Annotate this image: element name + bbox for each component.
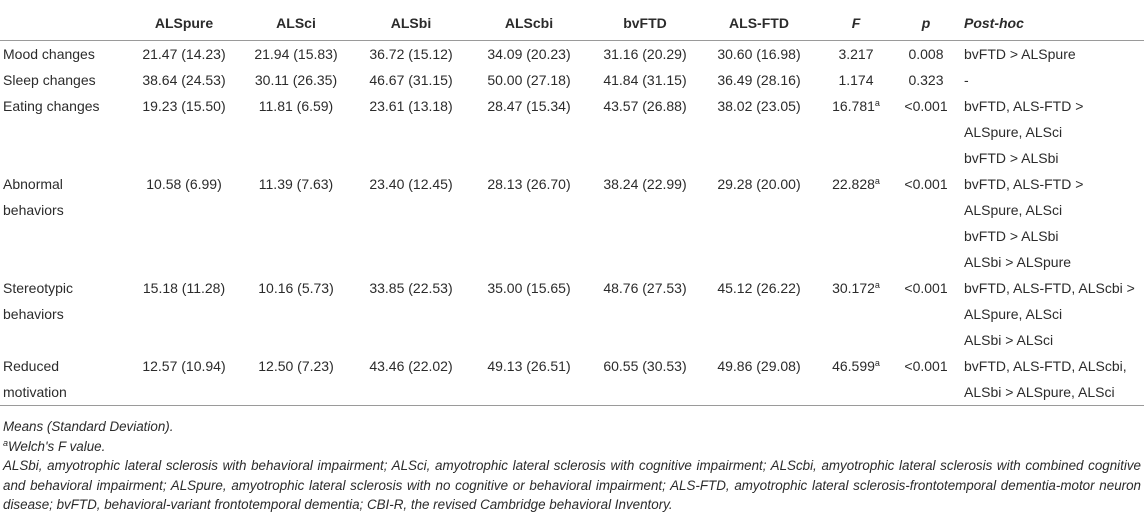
cell-alscbi: 28.13 (26.70) — [487, 176, 571, 192]
f-superscript: a — [874, 280, 880, 290]
cell-f — [816, 353, 896, 406]
cell-f — [816, 275, 896, 327]
cell-alsftd: 36.49 (28.16) — [717, 72, 801, 88]
header-posthoc: Post-hoc — [956, 6, 1144, 41]
header-alsftd: ALS-FTD — [702, 6, 816, 41]
cell-alsci: 11.39 (7.63) — [258, 176, 334, 192]
cell-alscbi: 50.00 (27.18) — [487, 72, 571, 88]
cell-alscbi: 49.13 (26.51) — [470, 353, 588, 406]
f-value: 46.599 — [832, 358, 875, 374]
cell-alspure: 38.64 (24.53) — [142, 72, 226, 88]
cell-alspure: 12.57 (10.94) — [128, 353, 240, 406]
cell-alsci: 30.11 (26.35) — [254, 72, 338, 88]
cell-posthoc — [956, 171, 1144, 223]
cell-f — [816, 171, 896, 223]
cell-f: 3.217 — [838, 46, 874, 62]
posthoc-line: ALSpure, ALSci — [964, 306, 1063, 322]
cell-alspure: 15.18 (11.28) — [142, 280, 226, 296]
posthoc-line: bvFTD, ALS-FTD > — [964, 176, 1084, 192]
f-value: 16.781 — [832, 98, 875, 114]
cell-bvftd: 48.76 (27.53) — [603, 280, 687, 296]
note-welch — [3, 437, 1141, 457]
cell-alsbi: 36.72 (15.12) — [369, 46, 453, 62]
welch-superscript: a — [3, 437, 9, 448]
table-row — [0, 275, 1144, 327]
table-row — [0, 353, 1144, 406]
cell-posthoc: bvFTD > ALSpure — [964, 46, 1076, 62]
row-label-line: Stereotypic — [3, 280, 74, 296]
cell-alsbi: 23.61 (13.18) — [369, 98, 453, 114]
row-label: Eating changes — [3, 98, 100, 114]
table-row — [0, 249, 1144, 275]
table-row — [0, 223, 1144, 249]
cell-alscbi: 35.00 (15.65) — [487, 280, 571, 296]
f-superscript: a — [874, 358, 880, 368]
header-alsbi: ALSbi — [352, 6, 470, 41]
cell-alsbi: 33.85 (22.53) — [369, 280, 453, 296]
row-label-line: behaviors — [3, 202, 64, 218]
header-row — [0, 6, 1144, 41]
table-row — [0, 93, 1144, 145]
row-label: Sleep changes — [3, 72, 96, 88]
cell-alsftd: 45.12 (26.22) — [717, 280, 801, 296]
cell-alspure: 10.58 (6.99) — [146, 176, 222, 192]
cell-alsbi: 23.40 (12.45) — [369, 176, 453, 192]
cell-alsci: 21.94 (15.83) — [254, 46, 338, 62]
header-empty — [0, 6, 128, 41]
cell-p: <0.001 — [896, 353, 956, 406]
cell-p: 0.323 — [908, 72, 944, 88]
cell-alspure: 21.47 (14.23) — [142, 46, 226, 62]
table-row — [0, 145, 1144, 171]
cell-alsci: 10.16 (5.73) — [258, 280, 334, 296]
posthoc-line: bvFTD, ALS-FTD, ALScbi > — [964, 280, 1135, 296]
header-alspure: ALSpure — [128, 6, 240, 41]
cell-posthoc: - — [964, 72, 969, 88]
welch-text: Welch's F value. — [8, 438, 106, 454]
cell-f: 1.174 — [838, 72, 874, 88]
cell-p: <0.001 — [904, 176, 948, 192]
header-p: p — [896, 6, 956, 41]
table-notes — [3, 417, 1141, 515]
cell-p: 0.008 — [908, 46, 944, 62]
row-label — [0, 275, 128, 327]
row-label — [0, 171, 128, 223]
cell-alsci: 11.81 (6.59) — [258, 98, 334, 114]
cell-alsftd: 30.60 (16.98) — [717, 46, 801, 62]
header-f: F — [816, 6, 896, 41]
cell-alsftd: 49.86 (29.08) — [702, 353, 816, 406]
cell-p: <0.001 — [904, 280, 948, 296]
table-row — [0, 327, 1144, 353]
cell-posthoc: bvFTD > ALSbi — [964, 150, 1059, 166]
note-abbreviations: ALSbi, amyotrophic lateral sclerosis with behavioral impairment; ALSci, amyotrophic lateral sclerosis with cognitive impairment; ALScbi, amyotrophic lateral sclerosis with combined cognitive and behavioral impairment; ALSpure, amyotrophic lateral sclerosis with no cognitive or behavioral impairment; ALS-FTD, amyotrophic lateral sclerosis-frontotemporal dementia-motor neuron disease; bvFTD, behavioral-variant frontotemporal dementia; CBI-R, the revised Cambridge behavioral Inventory. — [3, 458, 1141, 512]
row-label-line: behaviors — [3, 306, 64, 322]
table-row — [0, 67, 1144, 93]
cell-alscbi: 28.47 (15.34) — [487, 98, 571, 114]
cell-posthoc — [956, 353, 1144, 406]
cell-bvftd: 41.84 (31.15) — [603, 72, 687, 88]
row-label: Mood changes — [3, 46, 95, 62]
table-row — [0, 171, 1144, 223]
cell-f — [816, 93, 896, 145]
row-label-line: motivation — [3, 384, 67, 400]
header-alscbi: ALScbi — [470, 6, 588, 41]
cell-posthoc — [956, 93, 1144, 145]
cell-alspure: 19.23 (15.50) — [142, 98, 226, 114]
cell-alsftd: 29.28 (20.00) — [717, 176, 801, 192]
row-label-line: Abnormal — [3, 176, 63, 192]
cell-posthoc — [956, 275, 1144, 327]
cell-p: <0.001 — [904, 98, 948, 114]
posthoc-line: bvFTD, ALS-FTD, ALScbi, — [964, 358, 1127, 374]
cell-alsftd: 38.02 (23.05) — [717, 98, 801, 114]
cell-alsbi: 46.67 (31.15) — [369, 72, 453, 88]
note-means: Means (Standard Deviation). — [3, 419, 174, 434]
cell-posthoc: ALSbi > ALSci — [964, 332, 1054, 348]
cell-posthoc: bvFTD > ALSbi — [964, 228, 1059, 244]
cell-alsbi: 43.46 (22.02) — [352, 353, 470, 406]
results-table — [0, 6, 1144, 406]
header-bvftd: bvFTD — [588, 6, 702, 41]
f-value: 30.172 — [832, 280, 875, 296]
cell-bvftd: 60.55 (30.53) — [588, 353, 702, 406]
cell-alscbi: 34.09 (20.23) — [487, 46, 571, 62]
posthoc-line: ALSpure, ALSci — [964, 124, 1063, 140]
cell-alsci: 12.50 (7.23) — [240, 353, 352, 406]
cell-bvftd: 31.16 (20.29) — [603, 46, 687, 62]
cell-bvftd: 43.57 (26.88) — [603, 98, 687, 114]
f-superscript: a — [874, 98, 880, 108]
posthoc-line: bvFTD, ALS-FTD > — [964, 98, 1084, 114]
posthoc-line: ALSpure, ALSci — [964, 202, 1063, 218]
table-row — [0, 41, 1144, 68]
cell-posthoc: ALSbi > ALSpure — [964, 254, 1072, 270]
row-label-line: Reduced — [3, 358, 60, 374]
cell-bvftd: 38.24 (22.99) — [603, 176, 687, 192]
f-superscript: a — [874, 176, 880, 186]
row-label — [0, 353, 128, 406]
header-alsci: ALSci — [240, 6, 352, 41]
f-value: 22.828 — [832, 176, 875, 192]
posthoc-line: ALSbi > ALSpure, ALSci — [964, 384, 1115, 400]
